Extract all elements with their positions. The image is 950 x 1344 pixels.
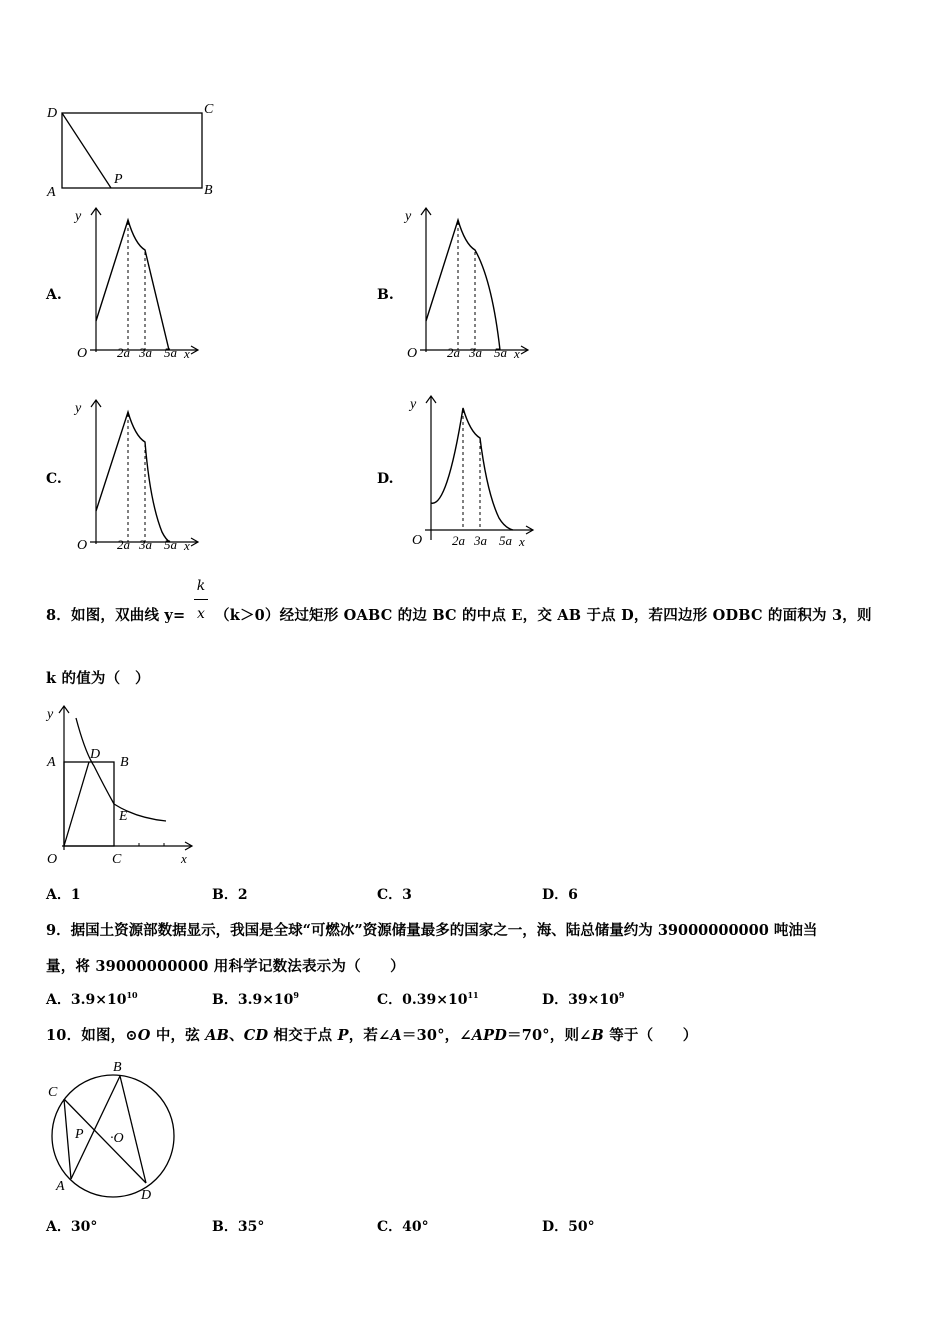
q10-choice-a[interactable]: A．30° (46, 1219, 98, 1235)
svg-text:·O: ·O (110, 1131, 124, 1146)
q7-rectangle-figure (40, 95, 230, 205)
svg-text:5a: 5a (164, 345, 177, 360)
svg-text:D: D (141, 1188, 152, 1203)
q10-choice-b[interactable]: B．35° (212, 1219, 265, 1235)
svg-text:x: x (519, 534, 525, 549)
q8-frac-denominator: x (197, 606, 205, 622)
q10-choice-d[interactable]: D．50° (542, 1219, 595, 1235)
svg-text:x: x (184, 538, 190, 553)
q9-stem-line2: 量，将 39000000000 用科学记数法表示为（ ） (46, 958, 405, 975)
label-C: C (204, 102, 214, 117)
svg-text:O: O (77, 346, 88, 361)
q9-stem-line1: 9．据国土资源部数据显示，我国是全球“可燃冰”资源储量最多的国家之一，海、陆总储量约为 39000000000 吨油当 (46, 922, 818, 939)
q7-option-a-label: A. (46, 287, 62, 303)
q7-option-c-label: C. (46, 471, 62, 487)
q9-choice-d[interactable]: D．$39\times 10^9$ (542, 990, 625, 1008)
q7-option-a-graph (70, 200, 210, 365)
q8-choice-c[interactable]: C．3 (377, 887, 412, 903)
svg-text:5a: 5a (494, 345, 507, 360)
svg-text:2a: 2a (452, 533, 465, 548)
svg-text:2a: 2a (447, 345, 460, 360)
q8-frac-bar (194, 599, 208, 600)
svg-text:B: B (120, 755, 129, 770)
label-D: D (47, 106, 58, 121)
q8-choice-b[interactable]: B．2 (212, 887, 248, 903)
svg-text:O: O (47, 852, 58, 867)
q9-choice-b-exp: 9 (293, 990, 299, 1000)
svg-text:3a: 3a (139, 537, 152, 552)
svg-text:C: C (112, 852, 122, 867)
q8-choice-a[interactable]: A．1 (46, 887, 81, 903)
svg-text:D: D (90, 747, 101, 762)
svg-text:A: A (47, 755, 56, 770)
svg-text:x: x (184, 346, 190, 361)
svg-text:B: B (113, 1060, 122, 1075)
q7-option-b-graph (400, 200, 540, 365)
svg-text:y: y (405, 209, 412, 224)
q8-frac-numerator: k (196, 578, 206, 594)
svg-text:5a: 5a (164, 537, 177, 552)
label-B: B (204, 183, 213, 198)
svg-text:5a: 5a (499, 533, 512, 548)
svg-text:y: y (410, 397, 417, 412)
svg-text:A: A (56, 1179, 65, 1194)
svg-text:3a: 3a (474, 533, 487, 548)
q9-choice-c[interactable]: C．$0.39\times 10^{11}$ (377, 990, 479, 1008)
svg-text:E: E (119, 809, 128, 824)
q7-option-c-graph (70, 392, 210, 557)
svg-text:3a: 3a (139, 345, 152, 360)
svg-text:3a: 3a (469, 345, 482, 360)
q9-choice-a[interactable]: A．$3.9\times 10^{10}$ (46, 990, 138, 1008)
svg-text:y: y (75, 401, 82, 416)
svg-text:2a: 2a (117, 537, 130, 552)
svg-text:y: y (75, 209, 82, 224)
svg-text:O: O (77, 538, 88, 553)
q9-choice-b[interactable]: B．$3.9\times 10^9$ (212, 990, 299, 1008)
q7-option-d-graph (405, 388, 545, 553)
q8-stem-line2: k 的值为（ ） (46, 670, 150, 687)
q8-figure (40, 700, 205, 870)
q9-choice-c-exp: 11 (467, 990, 479, 1000)
svg-text:C: C (48, 1085, 58, 1100)
q10-stem: 10．如图，⊙O 中，弦 AB、CD 相交于点 P，若∠A＝30°，∠APD＝70°，则∠B 等于（ ） (46, 1027, 698, 1044)
q9-choice-a-exp: 10 (126, 990, 138, 1000)
q8-choice-d[interactable]: D．6 (542, 887, 578, 903)
svg-text:O: O (412, 533, 423, 548)
svg-text:y: y (47, 707, 54, 722)
q8-stem-prefix: 8．如图，双曲线 y= (46, 607, 186, 624)
svg-text:x: x (514, 346, 520, 361)
q10-choice-c[interactable]: C．40° (377, 1219, 429, 1235)
q7-option-d-label: D. (377, 471, 394, 487)
label-A: A (47, 185, 56, 200)
svg-text:x: x (181, 851, 187, 866)
svg-text:2a: 2a (117, 345, 130, 360)
q10-circle-figure (42, 1052, 192, 1207)
label-P: P (114, 172, 123, 187)
q7-option-b-label: B. (377, 287, 394, 303)
q9-choice-d-exp: 9 (618, 990, 625, 1000)
svg-text:P: P (75, 1127, 84, 1142)
q8-stem-suffix: （k＞0）经过矩形 OABC 的边 BC 的中点 E，交 AB 于点 D，若四边形 ODBC 的面积为 3，则 (215, 607, 872, 624)
svg-text:O: O (407, 346, 418, 361)
